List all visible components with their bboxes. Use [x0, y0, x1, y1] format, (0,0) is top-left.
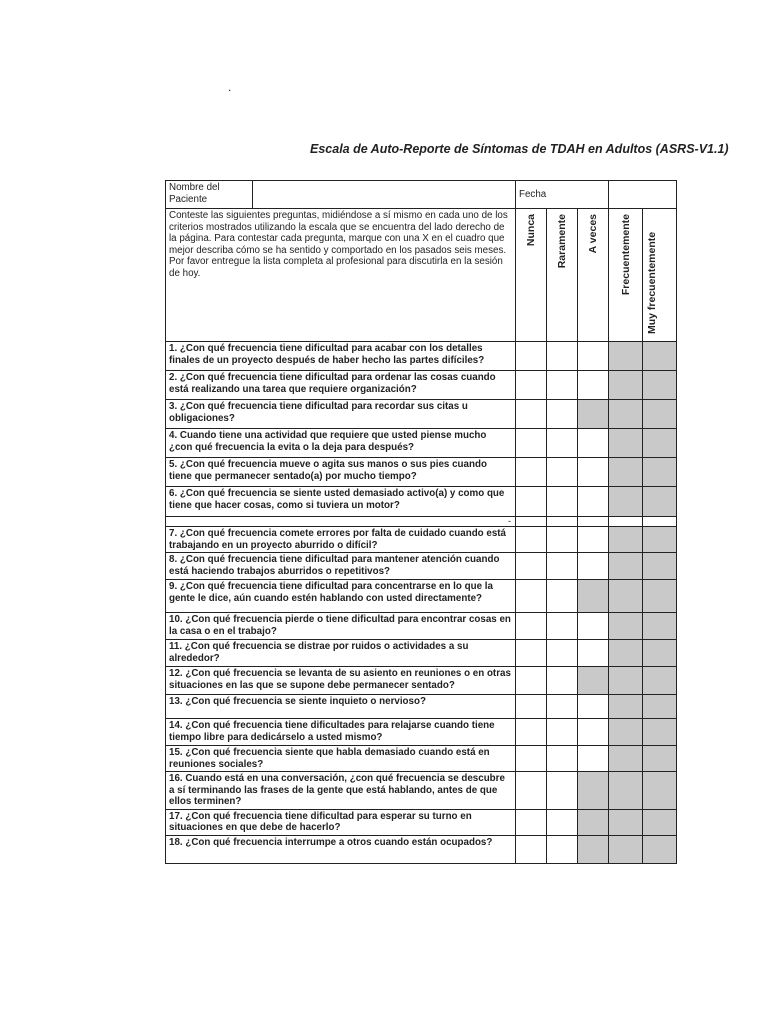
- answer-cell[interactable]: [643, 342, 677, 371]
- answer-cell[interactable]: [609, 640, 643, 667]
- answer-cell[interactable]: [609, 429, 643, 458]
- answer-cell[interactable]: [609, 342, 643, 371]
- answer-cell[interactable]: [578, 371, 609, 400]
- question-row: [166, 458, 677, 487]
- separator-cell: [578, 517, 609, 527]
- question-text: 7. ¿Con qué frecuencia comete errores por falta de cuidado cuando está trabajando en un proyecto aburrido o difícil?: [166, 527, 516, 553]
- question-text: 13. ¿Con qué frecuencia se siente inquieto o nervioso?: [166, 695, 516, 719]
- answer-cell[interactable]: [516, 371, 547, 400]
- answer-cell[interactable]: [578, 667, 609, 695]
- question-text: 9. ¿Con qué frecuencia tiene dificultad para concentrarse en lo que la gente le dice, aún cuando estén hablando con usted directamente?: [166, 580, 516, 613]
- answer-cell[interactable]: [547, 429, 578, 458]
- answer-cell[interactable]: [609, 553, 643, 580]
- answer-cell[interactable]: [578, 553, 609, 580]
- answer-cell[interactable]: [643, 667, 677, 695]
- question-text: 18. ¿Con qué frecuencia interrumpe a otros cuando están ocupados?: [166, 835, 516, 863]
- answer-cell[interactable]: [516, 458, 547, 487]
- answer-cell[interactable]: [609, 835, 643, 863]
- question-text: 16. Cuando está en una conversación, ¿con qué frecuencia se descubre a sí terminando las frases de la gente que está hablando, antes de que ellos terminen?: [166, 772, 516, 810]
- answer-cell[interactable]: [578, 400, 609, 429]
- answer-cell[interactable]: [643, 553, 677, 580]
- answer-cell[interactable]: [643, 746, 677, 772]
- answer-cell[interactable]: [578, 458, 609, 487]
- answer-cell[interactable]: [516, 809, 547, 835]
- question-row: [166, 835, 677, 863]
- column-header-raramente: Raramente: [547, 209, 578, 342]
- question-text: 15. ¿Con qué frecuencia siente que habla demasiado cuando está en reuniones sociales?: [166, 746, 516, 772]
- answer-cell[interactable]: [516, 835, 547, 863]
- answer-cell[interactable]: [516, 580, 547, 613]
- answer-cell[interactable]: [547, 553, 578, 580]
- separator-cell: [516, 517, 547, 527]
- answer-cell[interactable]: [643, 527, 677, 553]
- page-title: Escala de Auto-Reporte de Síntomas de TDAH en Adultos (ASRS-V1.1): [310, 142, 729, 156]
- answer-cell[interactable]: [516, 429, 547, 458]
- question-row: [166, 809, 677, 835]
- question-row: [166, 580, 677, 613]
- answer-cell[interactable]: [547, 809, 578, 835]
- question-row: [166, 719, 677, 746]
- question-text: 1. ¿Con qué frecuencia tiene dificultad para acabar con los detalles finales de un proyecto después de haber hecho las partes difíciles?: [166, 342, 516, 371]
- answer-cell[interactable]: [547, 400, 578, 429]
- answer-cell[interactable]: [609, 487, 643, 517]
- answer-cell[interactable]: [516, 342, 547, 371]
- question-text: 8. ¿Con qué frecuencia tiene dificultad para mantener atención cuando está haciendo trabajos aburridos o repetitivos?: [166, 553, 516, 580]
- question-row: [166, 553, 677, 580]
- question-text: 5. ¿Con qué frecuencia mueve o agita sus manos o sus pies cuando tiene que permanecer sentado(a) por mucho tiempo?: [166, 458, 516, 487]
- answer-cell[interactable]: [643, 371, 677, 400]
- section-separator: [166, 517, 677, 527]
- answer-cell[interactable]: [609, 667, 643, 695]
- answer-cell[interactable]: [547, 371, 578, 400]
- column-header-muy-frecuentemente: Muy frecuentemente: [643, 209, 677, 342]
- answer-cell[interactable]: [609, 458, 643, 487]
- instructions: Conteste las siguientes preguntas, midiéndose a sí mismo en cada uno de los criterios mostrados utilizando la escala que se encuentra del lado derecho de la página. Para contestar cada pregunta, marque con una X en el cuadro que mejor describa cómo se ha sentido y comportado en los pasados seis meses. Por favor entregue la lista completa al profesional para discutirla en la sesión de hoy.: [166, 209, 516, 342]
- answer-cell[interactable]: [516, 553, 547, 580]
- question-row: [166, 772, 677, 810]
- answer-cell[interactable]: [516, 487, 547, 517]
- answer-cell[interactable]: [547, 746, 578, 772]
- answer-cell[interactable]: [578, 613, 609, 640]
- answer-cell[interactable]: [516, 527, 547, 553]
- answer-cell[interactable]: [547, 580, 578, 613]
- question-text: 11. ¿Con qué frecuencia se distrae por ruidos o actividades a su alrededor?: [166, 640, 516, 667]
- answer-cell[interactable]: [547, 640, 578, 667]
- column-header-a-veces: A veces: [578, 209, 609, 342]
- answer-cell[interactable]: [643, 772, 677, 810]
- date-label: Fecha: [516, 181, 609, 209]
- answer-cell[interactable]: [516, 667, 547, 695]
- answer-cell[interactable]: [643, 613, 677, 640]
- answer-cell[interactable]: [578, 640, 609, 667]
- question-text: 6. ¿Con qué frecuencia se siente usted demasiado activo(a) y como que tiene que hacer cosas, como si tuviera un motor?: [166, 487, 516, 517]
- header-row: [166, 209, 677, 342]
- answer-cell[interactable]: [578, 809, 609, 835]
- patient-row: [166, 181, 677, 209]
- answer-cell[interactable]: [609, 695, 643, 719]
- answer-cell[interactable]: [516, 400, 547, 429]
- date-field[interactable]: [609, 181, 677, 209]
- answer-cell[interactable]: [516, 772, 547, 810]
- answer-cell[interactable]: [609, 772, 643, 810]
- question-text: 4. Cuando tiene una actividad que requiere que usted piense mucho ¿con qué frecuencia la evita o la deja para después?: [166, 429, 516, 458]
- separator-cell: [643, 517, 677, 527]
- patient-name-field[interactable]: [253, 181, 516, 209]
- question-row: [166, 746, 677, 772]
- answer-cell[interactable]: [547, 835, 578, 863]
- question-text: 12. ¿Con qué frecuencia se levanta de su asiento en reuniones o en otras situaciones en las que se supone debe permanecer sentado?: [166, 667, 516, 695]
- answer-cell[interactable]: [578, 746, 609, 772]
- question-text: 3. ¿Con qué frecuencia tiene dificultad para recordar sus citas u obligaciones?: [166, 400, 516, 429]
- answer-cell[interactable]: [547, 667, 578, 695]
- answer-cell[interactable]: [516, 746, 547, 772]
- column-header-nunca: Nunca: [516, 209, 547, 342]
- answer-cell[interactable]: [547, 772, 578, 810]
- answer-cell[interactable]: [516, 695, 547, 719]
- answer-cell[interactable]: [609, 746, 643, 772]
- question-row: [166, 342, 677, 371]
- answer-cell[interactable]: [578, 835, 609, 863]
- question-row: [166, 667, 677, 695]
- answer-cell[interactable]: [609, 400, 643, 429]
- asrs-form-table: [165, 180, 677, 864]
- answer-cell[interactable]: [609, 719, 643, 746]
- question-row: [166, 429, 677, 458]
- question-text: 17. ¿Con qué frecuencia tiene dificultad para esperar su turno en situaciones en que debe de hacerlo?: [166, 809, 516, 835]
- answer-cell[interactable]: [547, 695, 578, 719]
- answer-cell[interactable]: [578, 487, 609, 517]
- answer-cell[interactable]: [516, 719, 547, 746]
- answer-cell[interactable]: [547, 613, 578, 640]
- answer-cell[interactable]: [609, 580, 643, 613]
- answer-cell[interactable]: [609, 371, 643, 400]
- answer-cell[interactable]: [643, 400, 677, 429]
- answer-cell[interactable]: [516, 640, 547, 667]
- answer-cell[interactable]: [609, 613, 643, 640]
- answer-cell[interactable]: [643, 695, 677, 719]
- answer-cell[interactable]: [643, 809, 677, 835]
- answer-cell[interactable]: [643, 429, 677, 458]
- answer-cell[interactable]: [578, 719, 609, 746]
- answer-cell[interactable]: [578, 580, 609, 613]
- question-text: 14. ¿Con qué frecuencia tiene dificultades para relajarse cuando tiene tiempo libre para dedicárselo a usted mismo?: [166, 719, 516, 746]
- answer-cell[interactable]: [578, 527, 609, 553]
- separator-cell: [547, 517, 578, 527]
- answer-cell[interactable]: [643, 835, 677, 863]
- answer-cell[interactable]: [516, 613, 547, 640]
- answer-cell[interactable]: [547, 487, 578, 517]
- question-row: [166, 371, 677, 400]
- answer-cell[interactable]: [578, 695, 609, 719]
- answer-cell[interactable]: [547, 342, 578, 371]
- question-row: [166, 640, 677, 667]
- answer-cell[interactable]: [547, 527, 578, 553]
- separator-mark: -: [166, 517, 516, 527]
- column-header-frecuentemente: Frecuentemente: [609, 209, 643, 342]
- answer-cell[interactable]: [578, 342, 609, 371]
- answer-cell[interactable]: [609, 527, 643, 553]
- answer-cell[interactable]: [609, 809, 643, 835]
- answer-cell[interactable]: [643, 458, 677, 487]
- answer-cell[interactable]: [578, 429, 609, 458]
- separator-cell: [609, 517, 643, 527]
- answer-cell[interactable]: [578, 772, 609, 810]
- answer-cell[interactable]: [643, 580, 677, 613]
- question-text: 2. ¿Con qué frecuencia tiene dificultad para ordenar las cosas cuando está realizando una tarea que requiere organización?: [166, 371, 516, 400]
- question-row: [166, 695, 677, 719]
- question-row: [166, 400, 677, 429]
- answer-cell[interactable]: [547, 458, 578, 487]
- question-row: [166, 527, 677, 553]
- question-row: [166, 613, 677, 640]
- question-row: [166, 487, 677, 517]
- question-text: 10. ¿Con qué frecuencia pierde o tiene dificultad para encontrar cosas en la casa o en el trabajo?: [166, 613, 516, 640]
- stray-dot: .: [228, 80, 232, 94]
- answer-cell[interactable]: [643, 719, 677, 746]
- answer-cell[interactable]: [643, 487, 677, 517]
- patient-name-label: Nombre del Paciente: [166, 181, 253, 209]
- answer-cell[interactable]: [547, 719, 578, 746]
- answer-cell[interactable]: [643, 640, 677, 667]
